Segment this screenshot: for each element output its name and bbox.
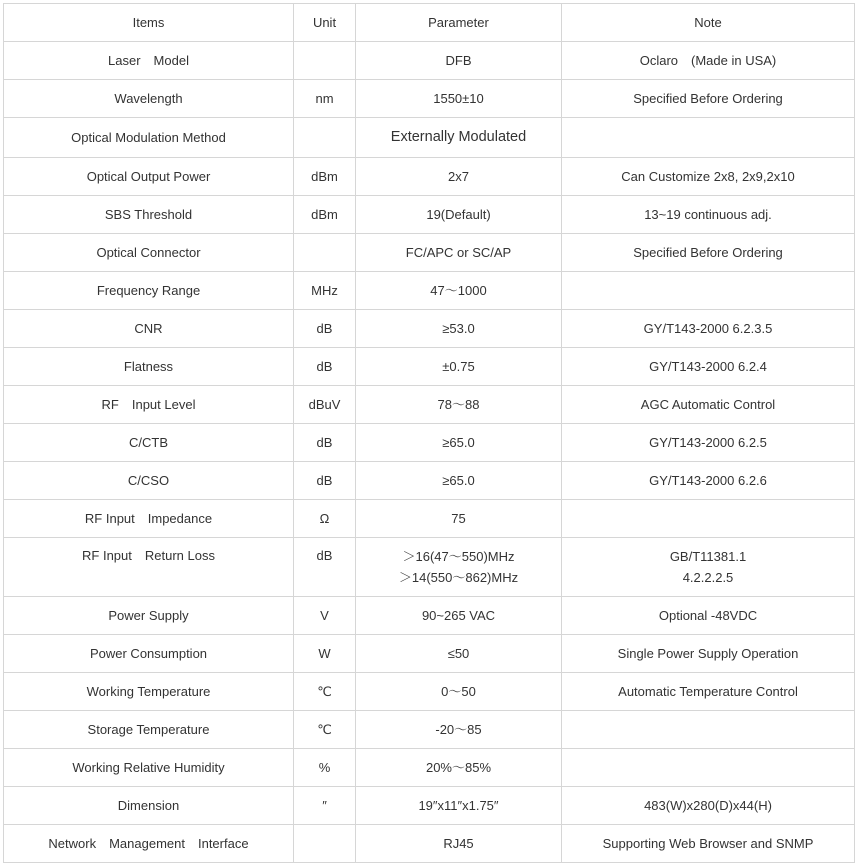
parameter-cell: 47～1000 [356,272,562,310]
table-row [4,196,855,234]
parameter-cell: ≤50 [356,635,562,673]
table-row [4,787,855,825]
table-row [4,597,855,635]
parameter-cell: 75 [356,500,562,538]
note-cell: GY/T143-2000 6.2.5 [562,424,855,462]
note-cell [562,749,855,787]
table-row [4,310,855,348]
note-cell: Automatic Temperature Control [562,673,855,711]
table-row [4,386,855,424]
note-cell: Single Power Supply Operation [562,635,855,673]
header-unit: Unit [294,4,356,42]
note-cell: 13~19 continuous adj. [562,196,855,234]
unit-cell: dB [294,462,356,500]
item-cell: Optical Modulation Method [4,118,294,158]
item-cell: RF Input Impedance [4,500,294,538]
item-cell: Working Temperature [4,673,294,711]
unit-cell: dBm [294,196,356,234]
unit-cell [294,42,356,80]
parameter-cell: ≥65.0 [356,462,562,500]
note-cell [562,500,855,538]
parameter-cell: Externally Modulated [356,118,562,158]
item-cell: Flatness [4,348,294,386]
item-cell: SBS Threshold [4,196,294,234]
note-cell [562,711,855,749]
parameter-cell: -20～85 [356,711,562,749]
table-row [4,42,855,80]
parameter-cell: 78～88 [356,386,562,424]
item-cell: Wavelength [4,80,294,118]
parameter-cell: DFB [356,42,562,80]
unit-cell: ℃ [294,711,356,749]
note-cell: Oclaro (Made in USA) [562,42,855,80]
item-cell: C/CSO [4,462,294,500]
unit-cell [294,234,356,272]
unit-cell: ″ [294,787,356,825]
note-cell: Can Customize 2x8, 2x9,2x10 [562,158,855,196]
parameter-cell: 0～50 [356,673,562,711]
table-row [4,118,855,158]
note-cell: Optional -48VDC [562,597,855,635]
note-cell: GY/T143-2000 6.2.6 [562,462,855,500]
table-row [4,234,855,272]
header-note: Note [562,4,855,42]
parameter-cell: ≥53.0 [356,310,562,348]
parameter-cell: 2x7 [356,158,562,196]
unit-cell [294,825,356,863]
table-row [4,424,855,462]
item-cell: Optical Output Power [4,158,294,196]
item-cell: Dimension [4,787,294,825]
unit-cell: nm [294,80,356,118]
parameter-cell: 19(Default) [356,196,562,234]
note-cell: AGC Automatic Control [562,386,855,424]
item-cell: Frequency Range [4,272,294,310]
note-cell [562,118,855,158]
spec-table [3,3,855,863]
item-cell: Working Relative Humidity [4,749,294,787]
parameter-cell: FC/APC or SC/AP [356,234,562,272]
item-cell: Storage Temperature [4,711,294,749]
unit-cell: MHz [294,272,356,310]
item-cell: RF Input Return Loss [4,538,294,597]
table-row [4,158,855,196]
table-row [4,711,855,749]
unit-cell: V [294,597,356,635]
parameter-cell: ±0.75 [356,348,562,386]
unit-cell: dB [294,424,356,462]
header-parameter: Parameter [356,4,562,42]
table-row [4,825,855,863]
unit-cell: ℃ [294,673,356,711]
item-cell: Laser Model [4,42,294,80]
note-cell: Specified Before Ordering [562,234,855,272]
table-row [4,272,855,310]
header-items: Items [4,4,294,42]
table-row [4,462,855,500]
parameter-cell: 20%～85% [356,749,562,787]
note-cell: GB/T11381.1 4.2.2.2.5 [562,538,855,597]
note-cell: Specified Before Ordering [562,80,855,118]
table-row [4,749,855,787]
item-cell: Network Management Interface [4,825,294,863]
note-cell: GY/T143-2000 6.2.3.5 [562,310,855,348]
parameter-cell: 90~265 VAC [356,597,562,635]
unit-cell: dBuV [294,386,356,424]
table-row [4,80,855,118]
note-cell: GY/T143-2000 6.2.4 [562,348,855,386]
unit-cell [294,118,356,158]
table-row [4,348,855,386]
table-row [4,538,855,597]
unit-cell: dBm [294,158,356,196]
table-header-row [4,4,855,42]
note-cell [562,272,855,310]
item-cell: CNR [4,310,294,348]
table-row [4,500,855,538]
item-cell: RF Input Level [4,386,294,424]
note-cell: 483(W)x280(D)x44(H) [562,787,855,825]
item-cell: C/CTB [4,424,294,462]
item-cell: Optical Connector [4,234,294,272]
parameter-cell: ＞16(47～550)MHz ＞14(550～862)MHz [356,538,562,597]
note-cell: Supporting Web Browser and SNMP [562,825,855,863]
unit-cell: % [294,749,356,787]
unit-cell: dB [294,310,356,348]
table-row [4,635,855,673]
parameter-cell: 19″x11″x1.75″ [356,787,562,825]
parameter-cell: ≥65.0 [356,424,562,462]
parameter-cell: 1550±10 [356,80,562,118]
item-cell: Power Consumption [4,635,294,673]
table-row [4,673,855,711]
unit-cell: dB [294,348,356,386]
unit-cell: dB [294,538,356,597]
unit-cell: W [294,635,356,673]
parameter-cell: RJ45 [356,825,562,863]
unit-cell: Ω [294,500,356,538]
item-cell: Power Supply [4,597,294,635]
